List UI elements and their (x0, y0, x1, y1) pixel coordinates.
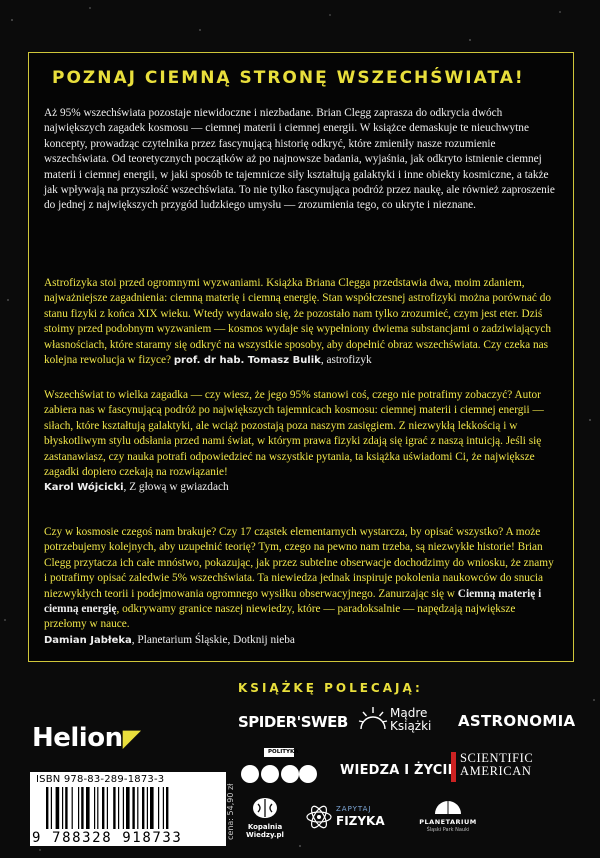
barcode-bar (107, 787, 108, 829)
barcode-bar (163, 787, 164, 829)
barcode-bar (126, 787, 130, 829)
barcode-bar (62, 787, 63, 829)
barcode-bar (147, 787, 148, 829)
barcode-bar (166, 787, 168, 829)
barcode-bar (78, 787, 79, 829)
astronomia-logo: ASTRONOMIA (458, 712, 576, 730)
atom-icon (306, 804, 332, 830)
review-3-text-before: Czy w kosmosie czegoś nam brakuje? Czy 17 cząstek elementarnych wystarcza, by opisać wszystko? A może potrzebujemy kolejnych, aby uzupełnić teorię? Tym, czego na pewno nam trzeba, są niezwykłe historie! Brian Clegg przytacza ich całe mnóstwo, pokazując, jak przez subtelne obserwacje dochodzimy do wniosku, że znamy i potrafimy opisać zaledwie 5% wszechświata. Ta niewiedza jednak inspiruje pokolenia naukowców do snucia niezwykłych teorii i podejmowania ogromnego wysiłku obserwacyjnego. Zanurzając się w (44, 526, 554, 600)
planetarium-logo (398, 794, 498, 840)
barcode-bar (81, 787, 83, 829)
kopalnia-label: Kopalnia Wiedzy.pl (246, 823, 284, 839)
barcode-bar (137, 787, 138, 829)
barcode-bar (158, 787, 159, 829)
review-3 (44, 525, 559, 648)
barcode-bar (150, 787, 154, 829)
planetarium-label: PLANETARIUM (419, 818, 477, 826)
review-3-affiliation: , Planetarium Śląskie, Dotknij nieba (131, 633, 295, 646)
zapytaj-label: ZAPYTAJ (336, 805, 372, 813)
brain-icon (252, 796, 278, 820)
madre-line1: Mądre (390, 706, 428, 720)
barcode-bar (56, 787, 60, 829)
sci-line2: AMERICAN (460, 764, 532, 778)
blurb-paragraph: Aż 95% wszechświata pozostaje niewidoczne i niezbadane. Brian Clegg zaprasza do odkrycia dwóch największych zagadek kosmosu — ciemnej materii i ciemnej energii. W książce demaskuje te nieuchwytne koncepty, prowadząc czytelnika przez fascynującą historię odkryć, które zmieniły nasze rozumienie wszechświata. Od teoretycznych początków aż po najnowsze badania, wyjaśnia, jak odkryto istnienie ciemnej materii i ciemnej energii, w jaki sposób te tajemnicze siły kształtują galaktyki i inne obiekty kosmiczne, a także jak wpływają na przyszłość wszechświata. To nie tylko fascynująca podróż przez naukę, ale również zaproszenie do jednej z największych przygód ludzkiego umysłu — zrozumienia tego, co ukryte i nieznane. (44, 107, 555, 212)
recommend-heading: KSIĄŻKĘ POLECAJĄ: (238, 681, 423, 695)
barcode-bar (46, 787, 48, 829)
barcode-bar (86, 787, 90, 829)
barcode-bar (113, 787, 115, 829)
barcode-bar (123, 787, 124, 829)
zapytaj-fizyka-logo (306, 804, 396, 832)
price: cena: 54,90 zł (226, 783, 235, 840)
polityka-label: POLITYKA (268, 749, 299, 755)
madre-ksiazki-logo (358, 703, 448, 741)
review-1-author: prof. dr hab. Tomasz Bulik (173, 355, 321, 367)
barcode-bars-icon (44, 787, 214, 829)
review-1 (44, 276, 559, 368)
scientific-american-logo (451, 752, 550, 782)
review-1-text: Astrofizyka stoi przed ogromnymi wyzwaniami. Książka Briana Clegga przedstawia dwa, moim zdaniem, najważniejsze zagadnienia: ciemną materię i ciemną energię. Stan współczesnej astrofizyki można porównać do stanu fizyki z końca XIX wieku. Wtedy wydawało się, że pozostało nam tylko zrozumieć, czym jest eter. Dziś stoimy przed podobnym wyzwaniem — kosmos wydaje się wypełniony dwiema substancjami o zadziwiających własnościach, które staramy się odkryć na wszystkie sposoby, aby dopełnić obraz wszechświata. Czy czeka nas kolejna rewolucja w fizyce? (44, 277, 551, 367)
review-3-book-title: Ciemną materię i ciemną energię (44, 587, 542, 616)
barcode-bar (97, 787, 98, 829)
barcode-bar (142, 787, 144, 829)
barcode-number: 9 788328 918733 (32, 830, 183, 846)
spiders-web-logo: SPIDER'SWEB (238, 713, 348, 731)
kopalnia-wiedzy-logo (236, 796, 294, 840)
barcode-bar (94, 787, 95, 829)
review-2-author: Karol Wójcicki (44, 482, 124, 494)
review-3-author: Damian Jabłeka (44, 634, 132, 646)
barcode (30, 772, 226, 846)
review-3-text-after: , odkrywamy granice naszej niewiedzy, które — paradoksalnie — napędzają największe przełomy w nauce. (44, 603, 516, 631)
barcode-bar (132, 787, 134, 829)
barcode-bar (51, 787, 52, 829)
madre-line2: Książki (390, 719, 432, 733)
page-title: POZNAJ CIEMNĄ STRONĘ WSZECHŚWIATA! (52, 68, 525, 88)
helion-mark-icon: ◤ (122, 724, 141, 752)
sunrise-icon (358, 703, 388, 733)
barcode-bar (118, 787, 119, 829)
barcode-bar (65, 787, 67, 829)
review-2-text: Wszechświat to wielka zagadka — czy wiesz, że jego 95% stanowi coś, czego nie potrafimy zobaczyć? Autor zabiera nas w fascynującą podróż po największych tajemnicach kosmosu: ciemnej materii i ciemnej energii — siłach, które kształtują galaktyki, ale wciąż pozostają poza naszym zasięgiem. Z niezwykłą lekkością i w błyskotliwym stylu odsłania przed nami świat, w którym prawa fizyki zdają się igrać z naszą intuicją. Jeśli się zastanawiasz, czy nauka potrafi odpowiedzieć na wszystkie pytania, ta książka uświadomi Ci, że największe zagadki dopiero czekają na rozwiązanie! (44, 389, 544, 479)
review-2-affiliation: , Z głową w gwiazdach (123, 481, 229, 494)
review-2 (44, 388, 559, 496)
fizyka-label: FIZYKA (336, 814, 385, 828)
barcode-bar (72, 787, 73, 829)
wiedza-i-zycie-logo: WIEDZA I ŻYCIE (340, 763, 457, 778)
planetarium-sublabel: Śląski Park Nauki (426, 827, 470, 833)
isbn: ISBN 978-83-289-1873-3 (36, 774, 165, 785)
dome-icon (433, 794, 463, 816)
polityka-logo (240, 748, 318, 788)
publisher-logo (32, 723, 141, 753)
review-1-affiliation: , astrofizyk (320, 354, 372, 367)
publisher-name: Helion (32, 723, 123, 753)
sci-line1: SCIENTIFIC (460, 751, 534, 765)
barcode-bar (102, 787, 104, 829)
